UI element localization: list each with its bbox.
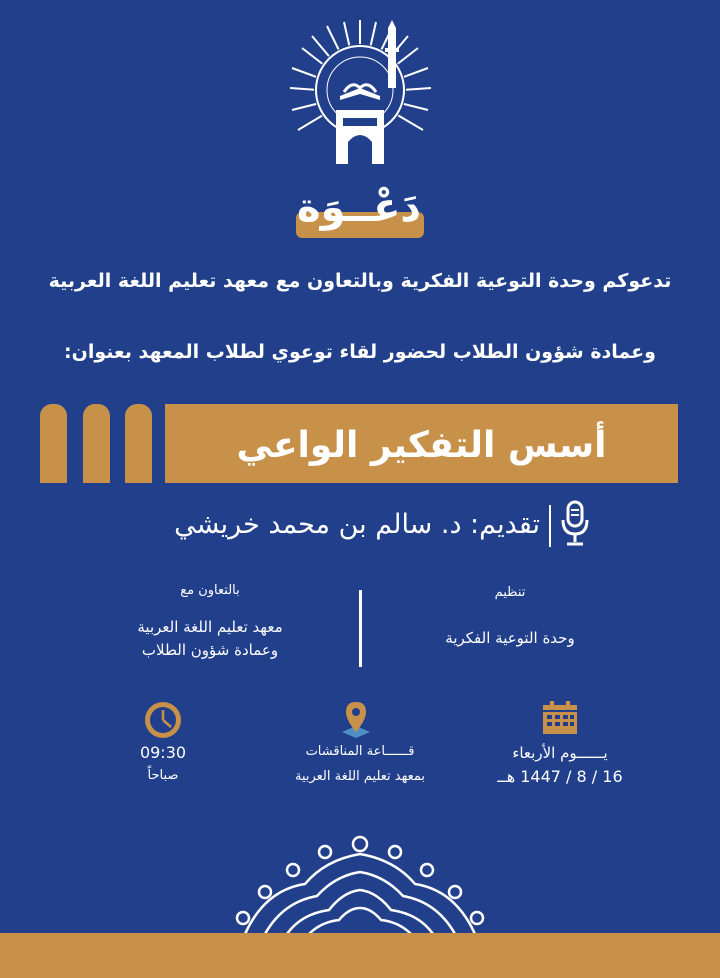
decor-stripe bbox=[125, 404, 152, 483]
organizer-label: تنظيم bbox=[494, 585, 526, 600]
footer-band bbox=[0, 933, 720, 978]
intro-line-2: وعمادة شؤون الطلاب لحضور لقاء توعوي لطلاب المعهد بعنوان: bbox=[64, 341, 656, 363]
decor-stripe bbox=[83, 404, 110, 483]
intro-line-1: تدعوكم وحدة التوعية الفكرية وبالتعاون مع معهد تعليم اللغة العربية bbox=[48, 270, 672, 292]
event-time-period: صباحاً bbox=[147, 768, 179, 783]
decor-stripe bbox=[40, 404, 67, 483]
organizer-name: وحدة التوعية الفكرية bbox=[445, 629, 575, 647]
partner-line-2: وعمادة شؤون الطلاب bbox=[141, 641, 279, 659]
event-title: أسس التفكير الواعي bbox=[236, 425, 607, 466]
event-place-hall: قــــــاعة المناقشات bbox=[305, 744, 415, 759]
partner-line-1: معهد تعليم اللغة العربية bbox=[137, 618, 283, 636]
decorative-ornament bbox=[225, 830, 495, 934]
event-day: يــــــوم الأربعاء bbox=[512, 744, 608, 762]
university-logo bbox=[288, 18, 433, 168]
microphone-icon bbox=[560, 500, 590, 548]
event-time: 09:30 bbox=[139, 743, 187, 762]
badge-word: دَعْــوَة bbox=[297, 185, 421, 231]
presenter-name: تقديم: د. سالم بن محمد خريشي bbox=[174, 509, 540, 540]
event-place-institute: بمعهد تعليم اللغة العربية bbox=[294, 769, 426, 784]
location-pin-icon bbox=[338, 700, 374, 740]
event-date: 16 / 8 / 1447 هــ bbox=[497, 767, 623, 786]
invitation-badge bbox=[294, 182, 424, 238]
presenter-divider bbox=[549, 505, 551, 547]
organizers-divider bbox=[359, 590, 362, 667]
partner-label: بالتعاون مع bbox=[180, 583, 240, 598]
clock-icon bbox=[141, 700, 185, 740]
calendar-icon bbox=[540, 700, 580, 736]
